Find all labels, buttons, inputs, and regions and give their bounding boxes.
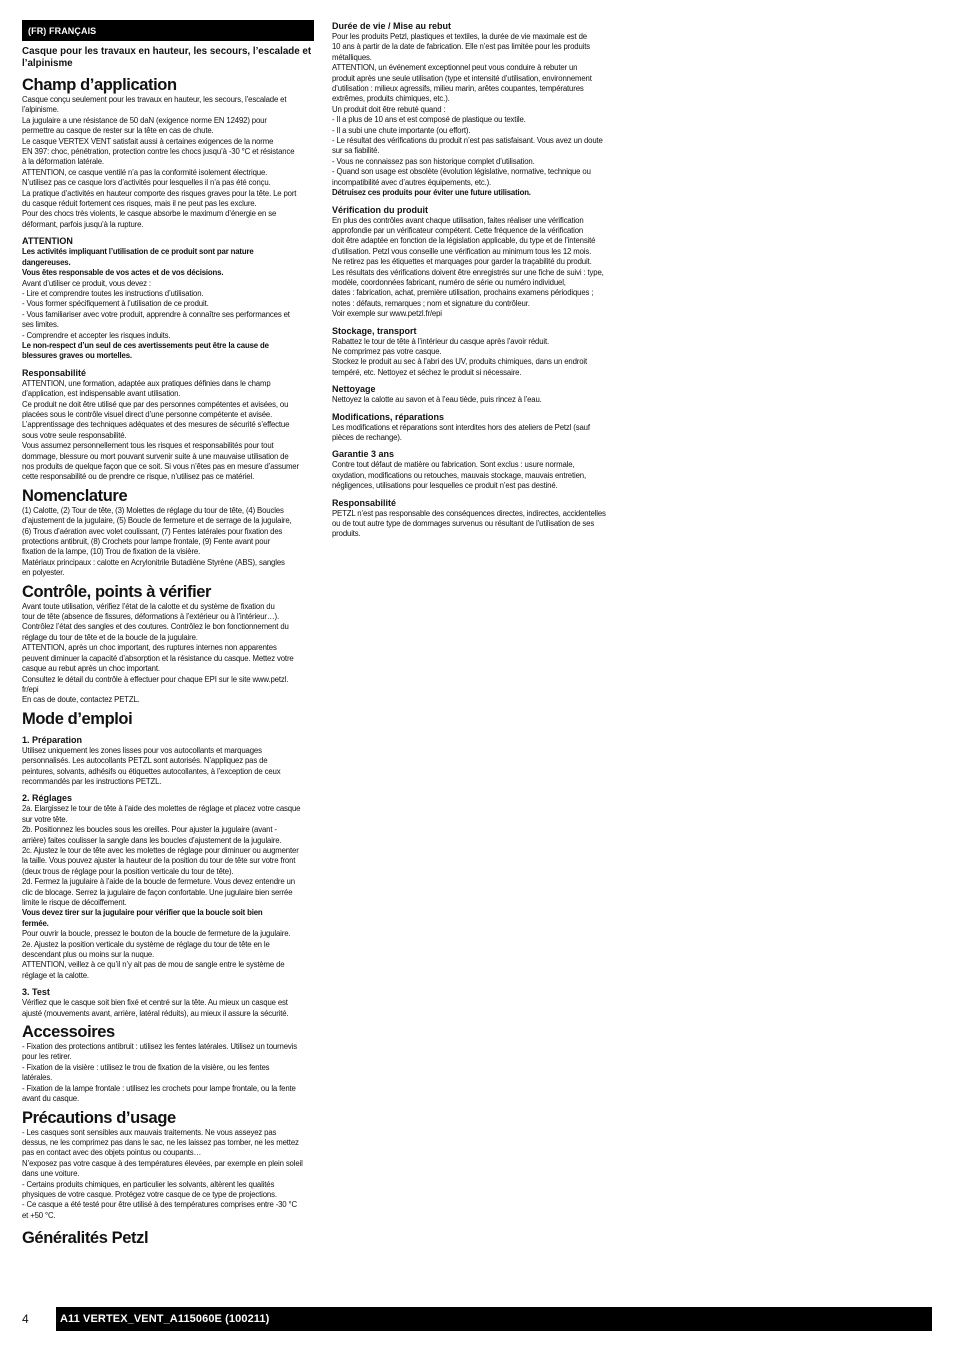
heading-controle: Contrôle, points à vérifier xyxy=(22,582,212,601)
page-footer xyxy=(22,1307,932,1331)
text-accessoires: - Fixation des protections antibruit : utilisez les fentes latérales. Utilisez un tournevis pour les retirer. - Fixation de la visière : utilisez le trou de fixation de la visière, ou les fentes latérales. - Fixation de la lampe frontale : utilisez les crochets pour lampe frontale, ou la fente avant du casque. xyxy=(22,1042,297,1104)
text-reglages-bold: Vous devez tirer sur la jugulaire pour vérifier que la boucle soit bien fermée. xyxy=(22,908,263,928)
heading-stockage: Stockage, transport xyxy=(332,325,417,336)
text-reglages-1: 2a. Elargissez le tour de tête à l’aide des molettes de réglage et placez votre casque sur votre tête. 2b. Positionnez les boucles sous les oreilles. Pour ajuster la jugulaire (avant - arrière) faites coulisser la sangle dans les boucles d’ajustement de la jugulaire. 2c. Ajustez le tour de tête avec les molettes de réglage pour diminuer ou augmenter la taille. Vous pouvez ajuster la hauteur de la position du tour de tête sur votre front (deux trous de réglage pour la position verticale du tour de tête). 2d. Fermez la jugulaire à l’aide de la boucle de fermeture. Vous devez entendre un clic de blocage. Serrez la jugulaire de façon confortable. Une jugulaire bien serrée limite le risque de décoiffement. xyxy=(22,804,301,907)
text-precautions: - Les casques sont sensibles aux mauvais traitements. Ne vous asseyez pas dessus, ne les comprimez pas dans le sac, ne les laissez pas tomber, ne les mettez pas en contact avec des objets pointus ou coupants… N’exposez pas votre casque à des températures élevées, par exemple en plein soleil dans une voiture. - Certains produits chimiques, en particulier les solvants, altèrent les qualités physiques de votre casque. Protégez votre casque de ce type de projections. - Ce casque a été testé pour être utilisé à des températures comprises entre -30 °C et +50 °C. xyxy=(22,1127,303,1220)
text-duree: Pour les produits Petzl, plastiques et textiles, la durée de vie maximale est de 10 ans à partir de la date de fabrication. Elle n’est pas limitée pour les produits métalliques. ATTENTION, un événement exceptionnel peut vous conduire à rebuter un produit après une seule utilisation (type et intensité d’utilisation, environnement d’utilisation : milieux agressifs, milieu marin, arêtes coupantes, températures extrêmes, produits chimiques, etc.). Un produit doit être rebuté quand : - Il a plus de 10 ans et est composé de plastique ou textile. - Il a subi une chute importante (ou effort). - Le résultat des vérifications du produit n’est pas satisfaisant. Vous avez un doute sur sa fiabilité. - Vous ne connaissez pas son historique complet d’utilisation. - Quand son usage est obsolète (évolution législative, normative, technique ou incompatibilité avec d’autres équipements, etc.). xyxy=(332,32,603,187)
heading-verification: Vérification du produit xyxy=(332,204,428,215)
heading-responsabilite-left: Responsabilité xyxy=(22,367,87,378)
right-column xyxy=(332,20,624,540)
heading-garantie: Garantie 3 ans xyxy=(332,449,395,460)
text-responsabilite-left: ATTENTION, une formation, adaptée aux pratiques définies dans le champ d’application, est indispensable avant utilisation. Ce produit ne doit être utilisé que par des personnes compétentes et avisées, ou placées sous le contrôle visuel direct d’une personne compétente et avisée. L’apprentissage des techniques adéquates et des mesures de sécurité s’effectue sous votre seule responsabilité. Vous assumez personnellement tous les risques et responsabilités pour tout dommage, blessure ou mort pouvant survenir suite à une mauvaise utilisation de nos produits de quelque façon que ce soit. Si vous n’êtes pas en mesure d’assumer cette responsabilité ou de prendre ce risque, n’utilisez pas ce matériel. xyxy=(22,378,299,482)
heading-duree: Durée de vie / Mise au rebut xyxy=(332,21,452,31)
text-nomenclature: (1) Calotte, (2) Tour de tête, (3) Molettes de réglage du tour de tête, (4) Boucles d’ajustement de la jugulaire, (5) Boucle de fermeture et de serrage de la jugulaire, (6) Trous d’aération avec volet coulissant, (7) Fentes latérales pour fixation des protections antibruit, (8) Crochets pour lampe frontale, (9) Fente avant pour fixation de la lampe, (10) Trou de fixation de la visière. Matériaux principaux : calotte en Acrylonitrile Butadiène Styrène (ABS), sangles en polyester. xyxy=(22,505,292,578)
text-attention-bold-3: Le non-respect d’un seul de ces avertissements peut être la cause de blessures graves ou mortelles. xyxy=(22,340,269,361)
document-reference-bar: A11 VERTEX_VENT_A115060E (100211) xyxy=(56,1307,932,1331)
document-subtitle: Casque pour les travaux en hauteur, les secours, l’escalade et l’alpinisme xyxy=(22,46,312,69)
heading-precautions: Précautions d’usage xyxy=(22,1108,176,1127)
text-controle: Avant toute utilisation, vérifiez l’état de la calotte et du système de fixation du tour de tête (absence de fissures, déformations à l’extérieur ou à l’intérieur…). Contrôlez l’état des sangles et des coutures. Contrôlez le bon fonctionnement du réglage du tour de tête et de la boucle de la jugulaire. ATTENTION, après un choc important, des ruptures internes non apparentes peuvent diminuer la capacité d’absorption et la résistance du casque. Mettez votre casque au rebut après un choc important. Consultez le détail du contrôle à effectuer pour chaque EPI sur le site www.petzl. fr/epi En cas de doute, contactez PETZL. xyxy=(22,601,294,705)
text-test: Vérifiez que le casque soit bien fixé et centré sur la tête. Au mieux un casque est ajusté (mouvements avant, arrière, latéral réduits), au mieux il assure la sécurité. xyxy=(22,998,289,1018)
heading-accessoires: Accessoires xyxy=(22,1023,115,1042)
text-verification: En plus des contrôles avant chaque utilisation, faites réaliser une vérification approfondie par un vérificateur compétent. Cette fréquence de la vérification doit être adaptée en fonction de la législation applicable, du type et de l’intensité d’utilisation. Petzl vous conseille une vérification au minimum tous les 12 mois. Ne retirez pas les étiquettes et marquages pour garder la traçabilité du produit. Les résultats des vérifications doivent être enregistrés sur une fiche de suivi : type, modèle, coordonnées fabricant, numéro de série ou numéro individuel, dates : fabrication, achat, première utilisation, prochains examens périodiques ; notes : défauts, remarques ; nom et signature du contrôleur. Voir exemple sur www.petzl.fr/epi xyxy=(332,215,604,319)
page-number: 4 xyxy=(22,1312,29,1326)
text-attention-bold-1: Les activités impliquant l’utilisation de ce produit sont par nature dangereuses. xyxy=(22,247,254,267)
text-garantie: Contre tout défaut de matière ou fabrication. Sont exclus : usure normale, oxydation, modifications ou retouches, mauvais stockage, mauvais entretien, négligences, utilisations pour lesquelles ce produit n’est pas destiné. xyxy=(332,460,586,491)
text-nettoyage: Nettoyez la calotte au savon et à l’eau tiède, puis rincez à l’eau. xyxy=(332,395,542,405)
left-column xyxy=(22,20,314,1248)
text-duree-bold: Détruisez ces produits pour éviter une future utilisation. xyxy=(332,188,531,198)
heading-preparation: 1. Préparation xyxy=(22,734,83,745)
heading-test: 3. Test xyxy=(22,987,50,998)
text-attention: Avant d’utiliser ce produit, vous devez : - Lire et comprendre toutes les instructions d’utilisation. - Vous former spécifiquement à l’utilisation de ce produit. - Vous familiariser avec votre produit, apprendre à connaître ses performances et ses limites. - Comprendre et accepter les risques induits. xyxy=(22,278,290,340)
text-champ: Casque conçu seulement pour les travaux en hauteur, les secours, l’escalade et l’alpinisme. La jugulaire a une résistance de 50 daN (exigence norme EN 12492) pour permettre au casque de rester sur la tête en cas de chute. Le casque VERTEX VENT satisfait aussi à certaines exigences de la norme EN 397: choc, pénétration, protection contre les chocs jusqu’à -30 °C et résistance à la déformation latérale. ATTENTION, ce casque ventilé n’a pas la conformité isolement électrique. N’utilisez pas ce casque lors d’activités pour lesquelles il n’a pas été conçu. La pratique d’activités en hauteur comporte des risques graves pour la tête. Le port du casque réduit fortement ces risques, mais il ne peut pas les exclure. Pour des chocs très violents, le casque absorbe le maximum d’énergie en se déformant, parfois jusqu’à la rupture. xyxy=(22,95,297,229)
heading-nettoyage: Nettoyage xyxy=(332,384,376,395)
text-stockage: Rabattez le tour de tête à l’intérieur du casque après l’avoir réduit. Ne comprimez pas votre casque. Stockez le produit au sec à l’abri des UV, produits chimiques, dans un endroit tempéré, etc. Nettoyez et séchez le produit si nécessaire. xyxy=(332,336,587,377)
text-responsabilite-right: PETZL n’est pas responsable des conséquences directes, indirectes, accidentelles ou de tout autre type de dommages survenus ou résultant de l’utilisation de ses produits. xyxy=(332,508,606,539)
text-reglages-2: Pour ouvrir la boucle, pressez le bouton de la boucle de fermeture de la jugulaire. 2e. Ajustez la position verticale du système de réglage du tour de tête en le descendant plus ou moins sur la nuque. ATTENTION, veillez à ce qu’il n’y ait pas de mou de sangle entre le système de réglage et la calotte. xyxy=(22,929,291,980)
text-modifications: Les modifications et réparations sont interdites hors des ateliers de Petzl (sauf pièces de rechange). xyxy=(332,422,590,442)
text-preparation: Utilisez uniquement les zones lisses pour vos autocollants et marquages personnalisés. Les autocollants PETZL sont autorisés. N’appliquez pas de peintures, solvants, adhésifs ou étiquettes autocollantes, à l’exception de ceux recommandés par les instructions PETZL. xyxy=(22,745,281,786)
heading-responsabilite-right: Responsabilité xyxy=(332,497,397,508)
heading-champ: Champ d’application xyxy=(22,76,177,94)
language-header-bar: (FR) FRANÇAIS xyxy=(22,20,314,41)
text-attention-bold-2: Vous êtes responsable de vos actes et de vos décisions. xyxy=(22,268,224,278)
heading-reglages: 2. Réglages xyxy=(22,793,73,804)
heading-generalites: Généralités Petzl xyxy=(22,1229,149,1248)
heading-nomenclature: Nomenclature xyxy=(22,486,128,505)
heading-attention: ATTENTION xyxy=(22,236,73,247)
heading-modifications: Modifications, réparations xyxy=(332,411,445,422)
heading-mode-emploi: Mode d’emploi xyxy=(22,709,133,728)
